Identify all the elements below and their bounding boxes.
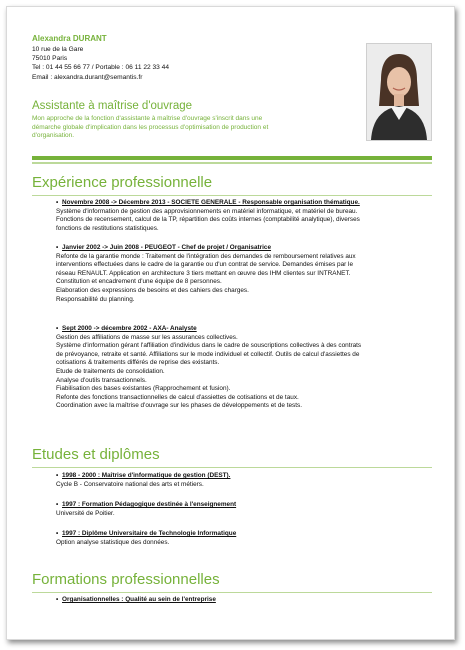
job-line: Système d'information gérant l'affiliation d'individus dans le cadre de souscriptions collectives à des contrats <box>56 342 362 350</box>
job-line: cotisations & traitements différés de reprise des existants. <box>56 359 220 367</box>
summary-line: d'organisation. <box>32 132 75 140</box>
education-heading: • 1998 - 2000 : Maîtrise d'informatique de gestion (DEST). <box>56 472 231 479</box>
phone-line: Tel : 01 44 55 66 77 / Portable : 06 11 22 33 44 <box>32 64 169 72</box>
job-line: Coordination avec la maîtrise d'ouvrage sur les phases de développements et de tests. <box>56 402 302 410</box>
education-detail: Université de Poitier. <box>56 509 115 517</box>
summary-text <box>32 115 332 141</box>
job-line: réseau RENAULT. Application en architecture 3 tiers mettant en œuvre des IHM clientes sur INTRANET. <box>56 269 351 277</box>
bullet-icon: • <box>56 501 59 508</box>
job-heading: • Novembre 2008 -> Décembre 2013 - SOCIETE GENERALE - Responsable organisation thématique. <box>56 199 360 206</box>
header-divider-light <box>32 162 432 164</box>
education-entry <box>56 530 431 547</box>
education-entry <box>56 501 431 518</box>
bullet-icon: • <box>56 325 59 332</box>
training-heading: • Organisationnelles : Qualité au sein de l'entreprise <box>56 596 216 603</box>
job-line: Fiabilisation des bases existantes (Rapprochement et fusion). <box>56 385 231 393</box>
education-detail: Cycle B - Conservatoire national des arts et métiers. <box>56 480 204 488</box>
address-line-1: 10 rue de la Gare <box>32 46 84 53</box>
education-title: Etudes et diplômes <box>32 446 160 463</box>
training-entry <box>56 596 431 605</box>
job-entry <box>56 199 431 233</box>
education-rule <box>32 467 432 468</box>
job-line: Refonte des fonctions transactionnelles de calcul d'assiettes de cotisations et de taux. <box>56 393 299 401</box>
email-line: Email : alexandra.durant@semantis.fr <box>32 73 143 81</box>
experience-title: Expérience professionnelle <box>32 174 213 191</box>
job-line: Gestion des affiliations de masse sur les assurances collectives. <box>56 333 238 341</box>
bullet-icon: • <box>56 596 59 603</box>
job-entry <box>56 325 431 411</box>
job-line: Refonte de la garantie monde : Traitement de l'intégration des demandes de remboursement relatives aux <box>56 252 356 260</box>
training-title: Formations professionnelles <box>32 571 220 588</box>
bullet-icon: • <box>56 472 59 479</box>
job-line: Système d'information de gestion des approvisionnements en matériel informatique, et matériel de bureau. <box>56 207 358 215</box>
bullet-icon: • <box>56 199 59 206</box>
bullet-icon: • <box>56 530 59 537</box>
job-line: Analyse d'outils transactionnels. <box>56 376 147 384</box>
summary-line: Mon approche de la fonction d'assistante à maîtrise d'ouvrage s'inscrit dans une <box>32 115 263 122</box>
job-line: Fonctions de recensement, calcul de la TP, répartition des coûts internes (comptabilité analytique), diverses <box>56 216 360 224</box>
education-detail: Option analyse statistique des données. <box>56 538 170 546</box>
education-heading: • 1997 : Diplôme Universitaire de Technologie Informatique <box>56 530 237 537</box>
cv-page <box>6 6 455 640</box>
training-rule <box>32 592 432 593</box>
contact-block <box>32 45 169 82</box>
job-line: Etude de traitements de consolidation. <box>56 367 165 375</box>
job-heading: • Sept 2000 -> décembre 2002 - AXA- Analyste <box>56 325 197 332</box>
experience-rule <box>32 195 432 196</box>
education-heading: • 1997 : Formation Pédagogique destinée à l'enseignement <box>56 501 237 508</box>
job-heading: • Janvier 2002 -> Juin 2008 - PEUGEOT - Chef de projet / Organisatrice <box>56 244 272 251</box>
bullet-icon: • <box>56 244 59 251</box>
job-line: Constitution et encadrement d'une équipe de 8 personnes. <box>56 278 222 286</box>
header-divider <box>32 156 432 160</box>
job-line: interventions effectuées dans le cadre de la garantie ou d'un contrat de service. Demandes émises par le <box>56 261 354 269</box>
address-line-2: 75010 Paris <box>32 55 68 63</box>
candidate-name: Alexandra DURANT <box>32 34 107 43</box>
job-line: de prévoyance, retraite et santé. Affiliations sur le mode individuel et collectif. Outils de calcul d'assiettes de <box>56 350 360 358</box>
profile-photo <box>366 43 432 141</box>
job-line: Elaboration des expressions de besoins et des cahiers des charges. <box>56 286 249 294</box>
job-entry <box>56 244 431 304</box>
job-line: Responsabilité du planning. <box>56 295 135 303</box>
education-entry <box>56 472 431 489</box>
summary-line: démarche globale d'implication dans les processus d'optimisation de production et <box>32 123 269 131</box>
job-title: Assistante à maîtrise d'ouvrage <box>32 100 193 112</box>
job-line: fonctions de restitutions statistiques. <box>56 224 159 232</box>
